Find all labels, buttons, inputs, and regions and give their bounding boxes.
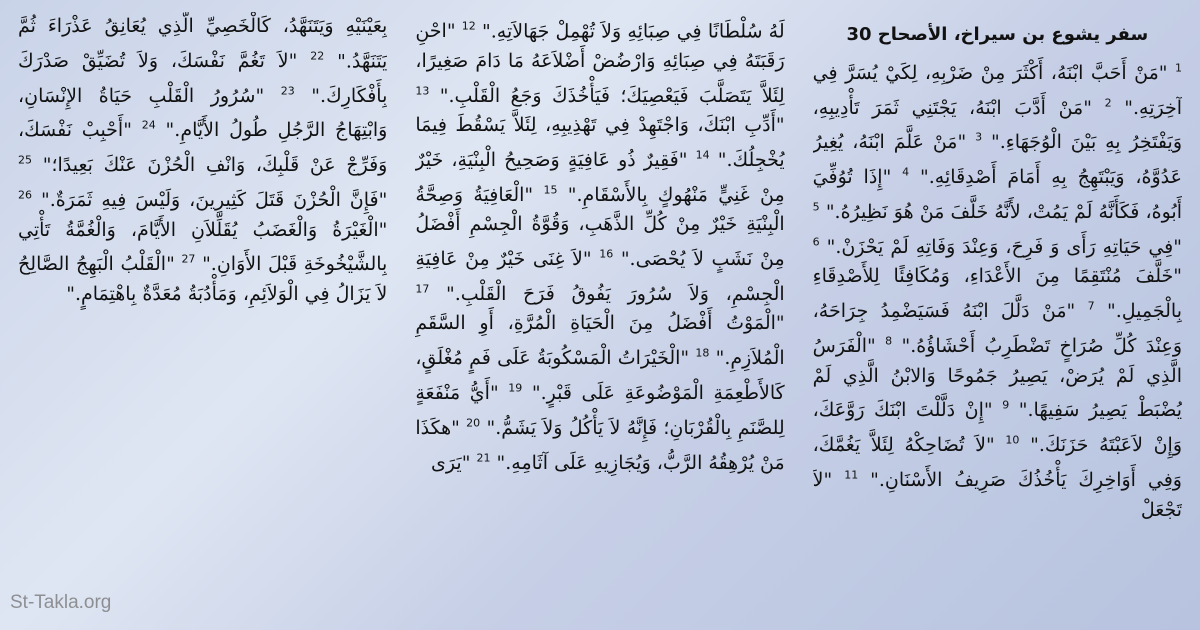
verse-number: 18 — [695, 346, 710, 360]
verse-number: 6 — [812, 235, 820, 249]
verse-number: 27 — [181, 253, 196, 267]
verse-number: 11 — [844, 468, 859, 482]
verse-number: 24 — [141, 119, 156, 133]
verse-number: 16 — [599, 247, 614, 261]
verse-text: "هكَذَا مَنْ يُرْهِقُهُ الرَّبُّ، وَيُجَازِيهِ عَلَى آثَامِهِ." — [415, 416, 785, 474]
verse-number: 22 — [310, 49, 325, 63]
verse-number: 14 — [695, 148, 710, 162]
verse-text: "لاَ تَجْعَلْ — [812, 469, 1182, 521]
verse-text: "إِنْ دَلَّلْتَ ابْنَكَ رَوَّعَكَ، وَإِنْ لاَعَبْتَهُ حَزَنَكَ." — [812, 399, 1182, 457]
verse-text: لَهُ سُلْطَانًا فِي صِبَائِهِ وَلاَ تُهْمِلْ جَهَالاَتِهِ." — [481, 20, 785, 43]
verse-number: 15 — [543, 183, 558, 197]
verse-list — [813, 62, 1182, 521]
verse-number: 25 — [18, 153, 33, 167]
text-column-1 — [813, 12, 1182, 618]
verse-text: "فِي حَيَاتِهِ رَأَى وَ فَرِحَ، وَعِنْدَ وَفَاتِهِ لَمْ يَحْزَنْ." — [826, 235, 1182, 258]
verse-text: "فَقِيرٌ ذُو عَافِيَةٍ وَصَحِيحُ الْبِنْيَةِ، خَيْرٌ مِنْ غَنِيٍّ مَنْهُوكٍ بِالأَسْقَامِ." — [415, 148, 785, 206]
verse-text: "مَنْ أَدَّبَ ابْنَهُ، يَجْتَنِي ثَمَرَ تَأْدِيبِهِ، وَيَفْتَخِرُ بِهِ بَيْنَ الْوُجَهَاءِ." — [812, 96, 1182, 154]
verse-text: "سُرُورُ الْقَلْبِ حَيَاةُ الإِنْسَانِ، وَابْتِهَاجُ الرَّجُلِ طُولُ الأَيَّامِ." — [18, 84, 388, 142]
verse-text: بِعَيْنَيْهِ وَيَتَنَهَّدُ، كَالْخَصِيِّ الَّذِي يُعَانِقُ عَذْرَاءَ ثُمَّ يَتَنَهَّدُ." — [18, 15, 388, 72]
verse-text: "الْفَرَسُ الَّذِي لَمْ يُرَضْ، يَصِيرُ جَمُوحًا وَالابْنُ الَّذِي لَمْ يُضْبَطْ يَصِيرُ سَفِيهًا." — [812, 335, 1182, 422]
verse-text: "فَإِنَّ الْحُزْنَ قَتَلَ كَثِيرِينَ، وَلَيْسَ فِيهِ ثَمَرَةٌ." — [40, 189, 388, 212]
page-title: سفر يشوع بن سيراخ، الأصحاح 30 — [846, 24, 1149, 45]
verse-text: "الْغَيْرَةُ وَالْغَضَبُ يُقَلِّلاَنِ الأَيَّامَ، وَالْغُمَّةُ تَأْتِي بِالشَّيْخُوخَةِ قَبْلَ الأَوَانِ." — [18, 218, 388, 276]
verse-number: 4 — [902, 165, 910, 179]
verse-text: "أَدِّبِ ابْنَكَ، وَاجْتَهِدْ فِي تَهْذِيبِهِ، لِئَلاَّ يَسْقُطَ فِيمَا يُخْجِلُكَ." — [415, 114, 785, 171]
verse-text: "أَيُّ مَنْفَعَةٍ لِلصَّنَمِ بِالْقُرْبَانِ؛ فَإِنَّهُ لاَ يَأْكُلُ وَلاَ يَشَمُّ." — [415, 382, 785, 439]
verse-number: 13 — [415, 84, 430, 98]
verse-number: 7 — [1087, 299, 1095, 313]
verse-text: "إِذَا تُوُفِّيَ أَبُوهُ، فَكَأَنَّهُ لَمْ يَمُتْ، لأَنَّهُ خَلَّفَ مَنْ هُوَ نَظِيرُهُ." — [812, 166, 1182, 224]
verse-number: 5 — [812, 200, 820, 214]
verse-number: 9 — [1002, 399, 1010, 413]
verse-list — [18, 15, 387, 305]
verse-number: 19 — [508, 381, 523, 395]
watermark-logo: St-Takla.org — [10, 592, 112, 613]
verse — [476, 20, 785, 42]
verse-number: 23 — [280, 84, 295, 98]
verse-text: "أَحْبِبْ نَفْسَكَ، وَفَرِّجْ عَنْ قَلْبِكَ، وَانْفِ الْحُزْنَ عَنْكَ بَعِيدًا؛" — [18, 119, 388, 177]
verse-text: "لاَ تَغُمَّ نَفْسَكَ، وَلاَ تُضَيِّقْ صَدْرَكَ بِأَفْكَارِكَ." — [18, 49, 388, 107]
verse-text: "مَنْ عَلَّمَ ابْنَهُ، يُغِيرُ عَدُوَّهُ، وَيَبْتَهِجُ بِهِ أَمَامَ أَصْدِقَائِهِ." — [812, 131, 1182, 189]
verse-number: 1 — [1174, 61, 1182, 75]
verse-list — [415, 20, 784, 473]
verse-number: 21 — [476, 451, 491, 465]
verse-text: "الْقَلْبُ الْبَهِجُ الصَّالِحُ لاَ يَزَالُ فِي الْوَلاَئِمِ، وَمَأْدُبَةُ مُعَدَّةٌ بِاهْتِمَامٍ." — [18, 253, 388, 305]
verse-text: "لاَ غِنَى خَيْرٌ مِنْ عَافِيَةِ الْجِسْمِ، وَلاَ سُرُورَ يَفُوقُ فَرَحَ الْقَلْبِ." — [415, 248, 785, 305]
text-column-3 — [18, 12, 387, 618]
scripture-panel — [18, 12, 1182, 618]
verse-text: "لاَ تُضَاحِكْهُ لِئَلاَّ يَغُمَّكَ، وَفِي أَوَاخِرِكَ يَأْخُذُكَ صَرِيفُ الأَسْنَانِ." — [812, 434, 1182, 492]
verse-number: 3 — [975, 131, 983, 145]
verse-number: 20 — [466, 416, 481, 430]
verse-text: "الْمَوْتُ أَفْضَلُ مِنَ الْحَيَاةِ الْمُرَّةِ، أَوِ السَّقَمِ الْمُلاَزِمِ." — [415, 312, 785, 370]
verse-text: "مَنْ دَلَّلَ ابْنَهُ فَسَيَضْمِدُ جِرَاحَهُ، وَعِنْدَ كُلِّ صُرَاخٍ تَضْطَرِبُ أَحْشَاؤُهُ." — [812, 300, 1182, 358]
verse-number: 2 — [1104, 96, 1112, 110]
verse-text: "الْعَافِيَةُ وَصِحَّةُ الْبِنْيَةِ خَيْرٌ مِنْ كُلِّ الذَّهَبِ، وَقُوَّةُ الْجِسْمِ أَفْضَلُ مِنْ نَشَبٍ لاَ يُحْصَى." — [415, 183, 785, 271]
verse-number: 26 — [18, 188, 33, 202]
text-column-2 — [415, 12, 784, 618]
verse-number: 12 — [461, 20, 476, 33]
verse — [431, 452, 490, 474]
verse-number: 8 — [885, 334, 893, 348]
verse-text: "يَرَى — [431, 451, 471, 474]
verse-text: "خَلَّفَ مُنْتَقِمًا مِنَ الأَعْدَاءِ، وَمُكَافِئًا لِلأَصْدِقَاءِ بِالْجَمِيلِ." — [812, 265, 1182, 323]
verse-number: 17 — [415, 282, 430, 296]
verse-number: 10 — [1005, 433, 1020, 447]
verse-text: "مَنْ أَحَبَّ ابْنَهُ، أَكْثَرَ مِنْ ضَرْبِهِ، لِكَيْ يُسَرَّ فِي آخِرَتِهِ." — [812, 61, 1182, 119]
verse-text: "احْنِ رَقَبَتَهُ فِي صِبَائِهِ وَارْضُضْ أَضْلاَعَهُ مَا دَامَ صَغِيرًا، لِئَلاَّ يَتَصَلَّبَ فَيَعْصِيَكَ؛ فَيَأْخُذَكَ وَجَعُ الْقَلْبِ." — [415, 20, 785, 107]
verse-text: "الْخَيْرَاتُ الْمَسْكُوبَةُ عَلَى فَمٍ مُغْلَقٍ، كَالأَطْعِمَةِ الْمَوْضُوعَةِ عَلَى قَبْرٍ." — [415, 347, 785, 405]
